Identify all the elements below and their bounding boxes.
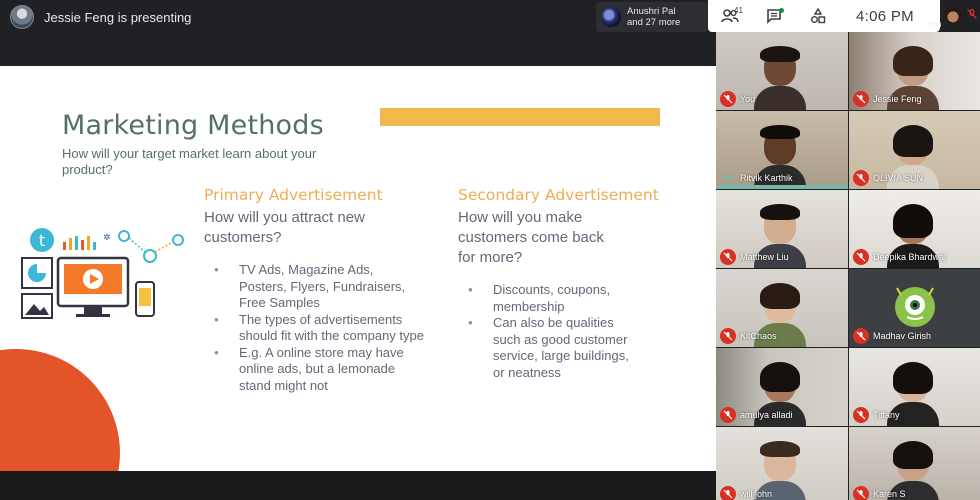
self-view-mini[interactable] [928,6,980,32]
activities-button[interactable] [796,0,840,32]
participant-tile[interactable] [716,190,848,268]
bullet-item: ● Can also be qualities such as good customer service, large buildings, or neatness [468,315,633,381]
slide-decoration-circle [0,349,120,471]
bullet-item: ● E.g. A online store may have online ads, but a lemonade stand might not [214,345,424,395]
participant-tile[interactable] [849,427,980,500]
mic-off-icon [720,486,736,500]
participant-name: amulya alladi [740,410,793,420]
participant-tile[interactable] [716,427,848,500]
bullet-item: ● TV Ads, Magazine Ads, Posters, Flyers, Fundraisers, Free Samples [214,262,424,312]
participant-chip-avatar [601,7,621,27]
mic-off-icon [720,328,736,344]
participant-video [754,46,806,110]
meeting-clock: 4:06 PM [856,7,914,25]
slide-decoration-bar [380,108,660,126]
presentation-slide [0,66,716,471]
chip-line-name: Anushri Pal [627,6,676,17]
participants-chip[interactable] [596,2,708,32]
mic-off-icon [853,170,869,186]
participant-name: Madhav Girish [873,331,932,341]
mic-off-icon [853,249,869,265]
participant-tile[interactable] [849,190,980,268]
self-view-face [944,7,962,25]
presenter-avatar [10,5,34,29]
people-count-badge: 41 [734,6,743,15]
chat-notification-dot [779,8,784,13]
svg-text:t: t [38,231,46,250]
mic-off-icon [853,407,869,423]
mic-off-icon [720,249,736,265]
participant-grid [716,32,980,500]
bullet-item: ● Discounts, coupons, membership [468,282,633,315]
presenter-indicator [10,5,191,29]
meeting-controls [708,0,940,32]
presentation-bottom-strip [0,471,716,500]
participant-name: Ritvik Karthik [740,173,793,183]
participant-name: Matthew Liu [740,252,789,262]
mic-off-icon [853,328,869,344]
participant-name: will john [740,489,773,499]
participant-tile[interactable] [716,269,848,347]
bullet-item: ● The types of advertisements should fit with the company type [214,312,424,345]
top-bar [0,0,980,34]
marketing-illustration [18,218,188,328]
mic-off-icon [720,91,736,107]
slide-title: Marketing Methods [62,110,324,141]
participant-tile[interactable] [849,32,980,110]
secondary-bullets [458,282,633,381]
participant-tile[interactable] [849,269,980,347]
participant-name: Karen S [873,489,906,499]
participant-name: You [740,94,756,104]
participant-tile[interactable] [716,348,848,426]
activities-icon [810,8,826,24]
mic-off-icon [853,486,869,500]
secondary-heading: Secondary Advertisement [458,186,659,204]
mic-off-icon [853,91,869,107]
primary-question: How will you attract new customers? [204,209,365,246]
people-button[interactable] [708,0,752,32]
participant-name: Jessie Feng [873,94,922,104]
speaking-icon [720,170,736,186]
secondary-advertisement-section [458,186,688,381]
participant-tile[interactable] [716,32,848,110]
presenter-text: Jessie Feng is presenting [44,9,192,25]
self-view-label: You [928,20,942,29]
participant-name: Deepika Bhardwaj [873,252,947,262]
participant-name: Tiffany [873,410,900,420]
svg-text:✲: ✲ [103,233,111,243]
mic-off-icon [720,407,736,423]
participant-tile[interactable] [849,348,980,426]
participant-name: KitChaos [740,331,777,341]
participant-tile[interactable] [849,111,980,189]
chip-line-more: and 27 more [627,17,681,28]
secondary-question: How will you make customers come back for more? [458,209,604,266]
participant-tile[interactable] [716,111,848,189]
participant-name: OLIVIA SUN [873,173,924,183]
primary-bullets [204,262,424,394]
participant-avatar-image [893,285,937,329]
primary-advertisement-section [204,186,424,394]
participants-chip-text [627,6,680,28]
slide-subtitle: How will your target market learn about your product? [62,146,317,177]
chat-button[interactable] [752,0,796,32]
primary-heading: Primary Advertisement [204,186,383,204]
mic-off-icon [966,8,978,20]
